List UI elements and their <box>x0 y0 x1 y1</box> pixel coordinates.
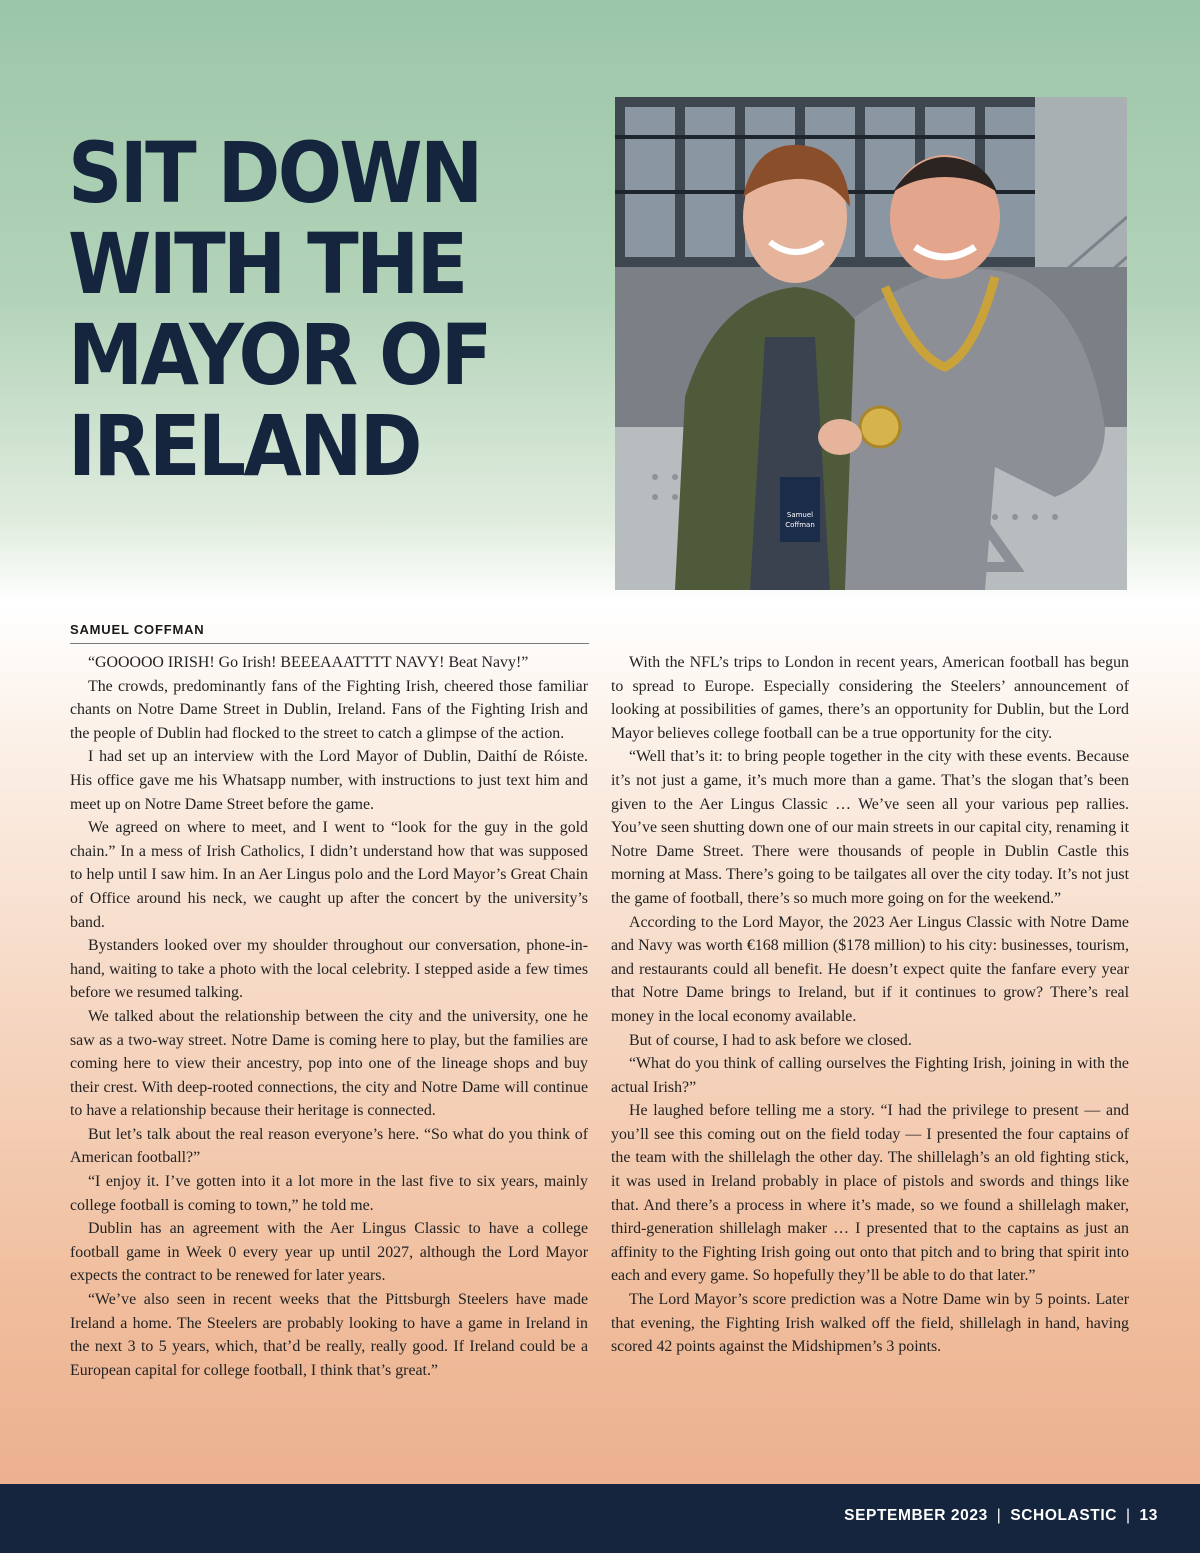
photo-illustration <box>615 97 1127 590</box>
paragraph: We agreed on where to meet, and I went to “look for the guy in the gold chain.” In a mess of Irish Catholics, I didn’t understand how that was supposed to help until I saw him. In an Aer Lingus polo and the Lord Mayor’s Great Chain of Office around his neck, we caught up after the concert by the university’s band. <box>70 819 588 931</box>
paragraph: “Well that’s it: to bring people together in the city with these events. Because it’s not just a game, it’s much more than a game. That’s the slogan that’s been given to the Aer Lingus Classic … We’ve seen all your various pep rallies. You’ve seen shutting down one of our main streets in our capital city, renaming it Notre Dame Street. There were thousands of people in Dublin Castle this morning at Mass. There’s going to be tailgates all over the city today. It’s not just the game of football, there’s so much more going on for the weekend.” <box>611 748 1129 907</box>
badge-last-name: Coffman <box>785 521 815 529</box>
paragraph: “What do you think of calling ourselves the Fighting Irish, joining in with the actual Irish?” <box>611 1055 1129 1096</box>
article-column-right <box>611 651 1129 1359</box>
paragraph: Dublin has an agreement with the Aer Lingus Classic to have a college football game in Week 0 every year up until 2027, although the Lord Mayor expects the contract to be renewed for later years. <box>70 1220 588 1285</box>
footer-separator: | <box>1125 1507 1131 1524</box>
paragraph: With the NFL’s trips to London in recent years, American football has begun to spread to Europe. Especially considering the Steelers’ announcement of looking at possibilities of games, there’s an opportunity for Dublin, but the Lord Mayor believes college football can be a true opportunity for the city. <box>611 654 1129 742</box>
badge-first-name: Samuel <box>786 511 814 519</box>
paragraph: He laughed before telling me a story. “I had the privilege to present — and you’ll see this coming out on the field today — I presented the four captains of the team with the shillelagh the other day. The shillelagh’s an old fighting stick, it was used in Ireland probably in place of pistols and swords and things like that. And there’s a process in where it’s made, so we found a shillelagh maker, third-generation shillelagh maker … I presented that to the captains as just an affinity to the Fighting Irish going out onto that pitch and to bring that spirit into each and every game. So hopefully they’ll be able to do that later.” <box>611 1102 1129 1285</box>
paragraph: “I enjoy it. I’ve gotten into it a lot more in the last five to six years, mainly college football is coming to town,” he told me. <box>70 1173 588 1214</box>
footer-page-number: 13 <box>1139 1507 1158 1524</box>
paragraph: “We’ve also seen in recent weeks that the Pittsburgh Steelers have made Ireland a home. The Steelers are probably looking to have a game in Ireland in the next 3 to 5 years, which, that’d be really, really good. If Ireland could be a European capital for college football, I think that’s great.” <box>70 1291 588 1379</box>
headline-line-3: MAYOR OF <box>68 306 490 404</box>
article-column-left <box>70 651 588 1382</box>
paragraph: We talked about the relationship between the city and the university, one he saw as a two-way street. Notre Dame is coming here to play, but the families are coming here to view their ancestry, pop into one of the lineage shops and buy their crest. With deep-rooted connections, the city and Notre Dame will continue to have a relationship because their heritage is connected. <box>70 1007 588 1120</box>
paragraph: I had set up an interview with the Lord Mayor of Dublin, Daithí de Róiste. His office gave me his Whatsapp number, with instructions to just text him and meet up on Notre Dame Street before the game. <box>70 748 588 813</box>
paragraph: The crowds, predominantly fans of the Fighting Irish, cheered those familiar chants on Notre Dame Street in Dublin, Ireland. Fans of the Fighting Irish and the people of Dublin had flocked to the street to catch a glimpse of the action. <box>70 677 588 742</box>
headline <box>68 124 536 495</box>
paragraph: According to the Lord Mayor, the 2023 Aer Lingus Classic with Notre Dame and Navy was worth €168 million ($178 million) to his city: businesses, tourism, and restaurants could all benefit. He doesn’t expect quite the fanfare every year that Notre Dame brings to Ireland, but if it continues to grow? There’s real money in the local economy available. <box>611 913 1129 1025</box>
footer-separator: | <box>996 1507 1002 1524</box>
paragraph: Bystanders looked over my shoulder throughout our conversation, phone-in-hand, waiting to take a photo with the local celebrity. I stepped aside a few times before we resumed talking. <box>70 937 588 1002</box>
byline: SAMUEL COFFMAN <box>70 622 589 644</box>
article-photo <box>615 97 1127 590</box>
footer-publication: SCHOLASTIC <box>1010 1507 1118 1524</box>
footer-text <box>844 1507 1158 1525</box>
paragraph: But of course, I had to ask before we closed. <box>629 1031 912 1049</box>
headline-line-2: WITH THE <box>68 215 466 313</box>
paragraph: But let’s talk about the real reason everyone’s here. “So what do you think of American football?” <box>70 1125 588 1167</box>
headline-line-1: SIT DOWN <box>68 124 481 222</box>
headline-line-4: IRELAND <box>68 397 420 495</box>
paragraph: The Lord Mayor’s score prediction was a Notre Dame win by 5 points. Later that evening, the Fighting Irish walked off the field, shillelagh in hand, having scored 42 points against the Midshipmen’s 3 points. <box>611 1291 1129 1356</box>
footer-issue: SEPTEMBER 2023 <box>844 1507 988 1524</box>
paragraph: “GOOOOO IRISH! Go Irish! BEEEAAATTTT NAVY! Beat Navy!” <box>88 654 529 671</box>
